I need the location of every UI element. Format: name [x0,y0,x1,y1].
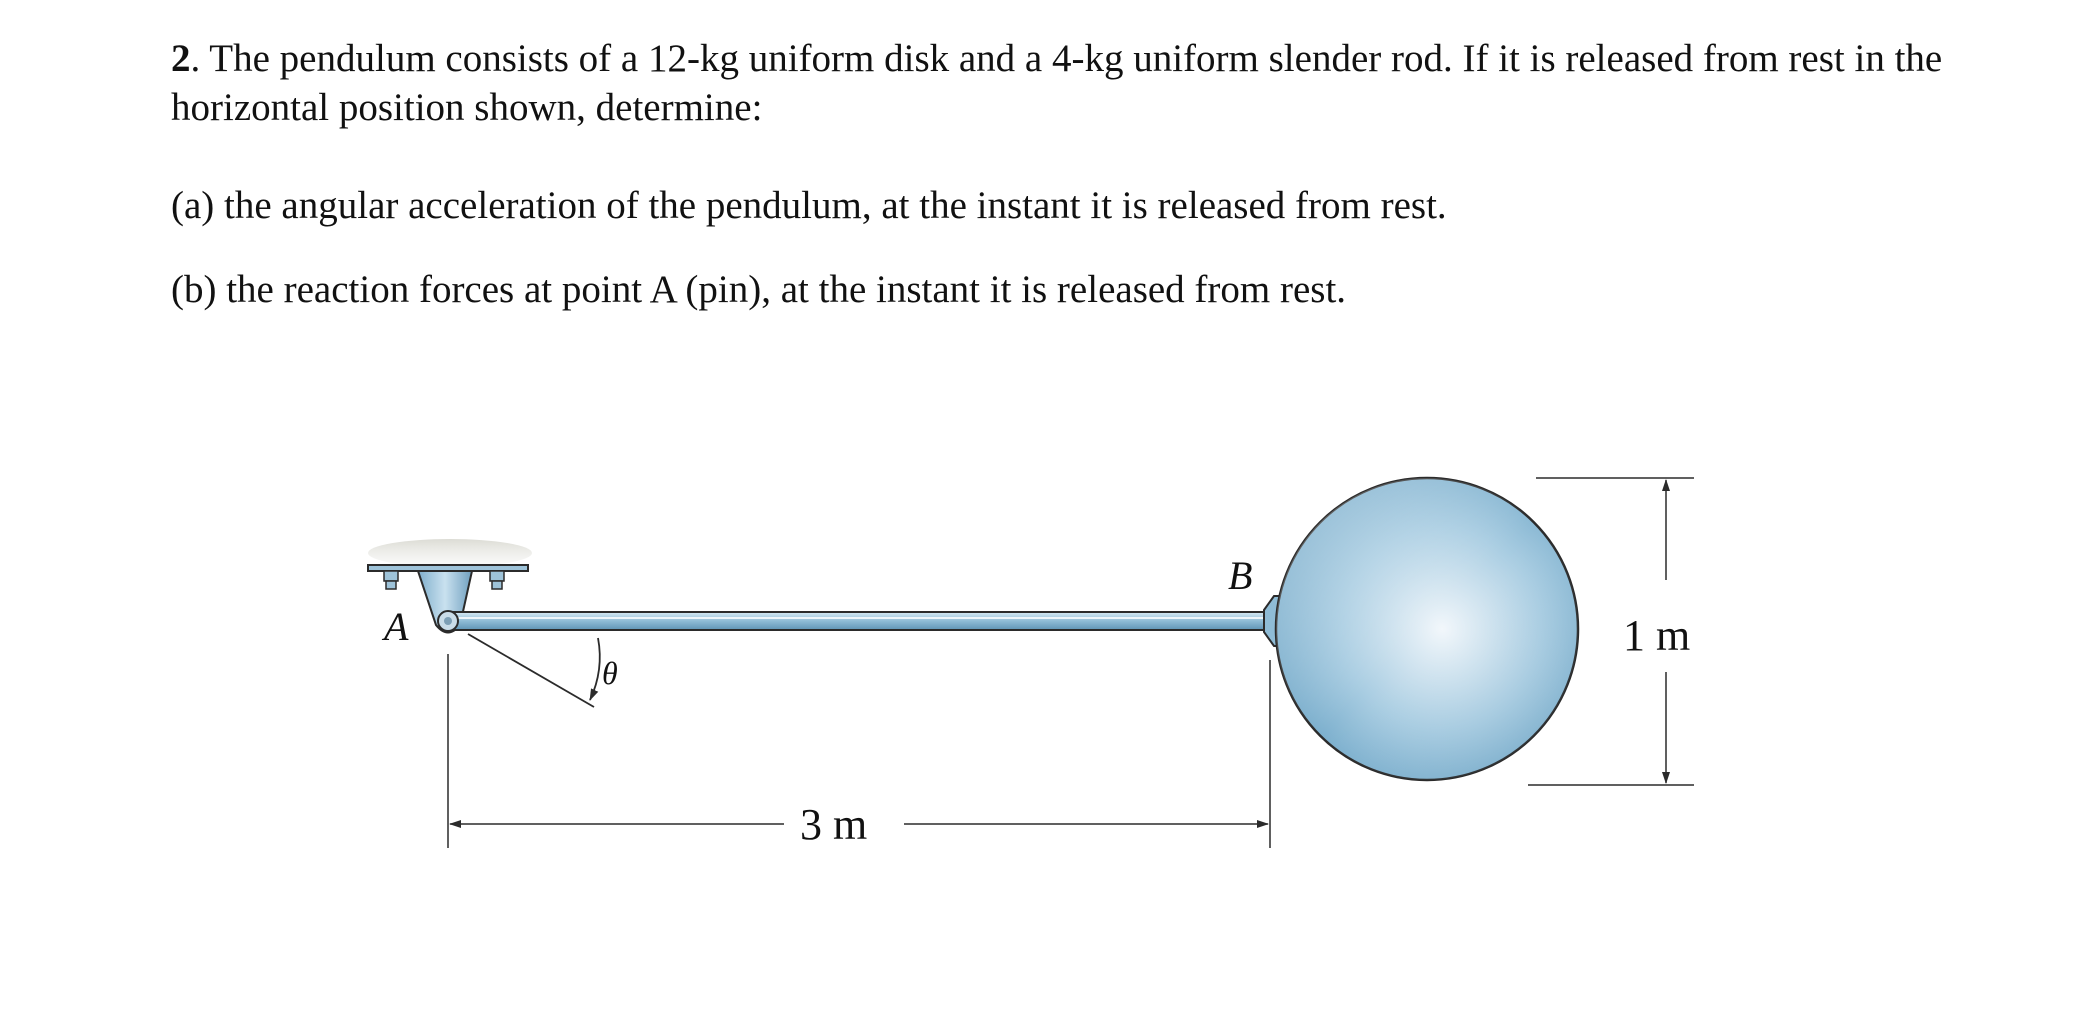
angle-theta-indicator [468,634,618,707]
disk-diameter-label: 1 m [1623,611,1691,660]
part-a-question: (a) the angular acceleration of the pendulum, at the instant it is released from rest. [171,184,1447,227]
problem-text: . The pendulum consists of a 12-kg uniform disk and a 4-kg uniform slender rod. If it is released from rest in the horizontal position shown, determine: [171,37,1943,129]
label-a: A [384,604,409,649]
label-b: B [1228,553,1253,598]
slender-rod [448,596,1280,646]
pin-a [438,611,458,631]
angle-theta-label: θ [602,655,618,691]
uniform-disk [1276,478,1578,780]
part-b-question: (b) the reaction forces at point A (pin), at the instant it is released from rest. [171,268,1347,311]
problem-number: 2 [171,37,191,80]
rod-length-label: 3 m [800,800,868,849]
rod-length-dimension [448,654,1270,849]
